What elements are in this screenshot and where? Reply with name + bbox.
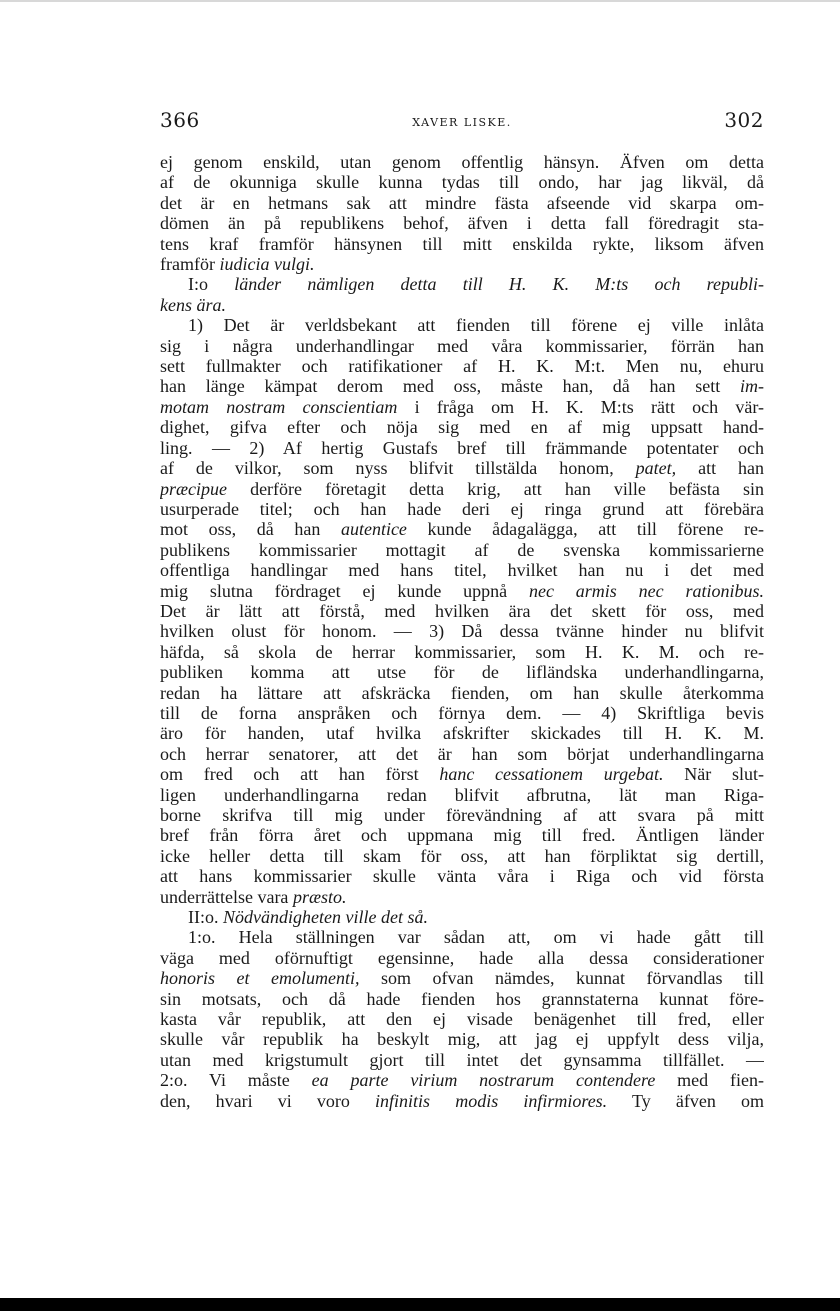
text-segment: redan ha lättare att afskräcka fienden, om han skulle återkomma bbox=[160, 682, 764, 703]
text-line bbox=[160, 948, 764, 968]
scan-bottom-edge bbox=[0, 1298, 840, 1311]
text-line bbox=[160, 213, 764, 233]
text-segment: det är en hetmans sak att mindre fästa afseende vid skarpa om- bbox=[160, 192, 764, 213]
text-line bbox=[160, 601, 764, 621]
text-line bbox=[160, 458, 764, 478]
text-line bbox=[160, 519, 764, 539]
text-line bbox=[160, 846, 764, 866]
text-line bbox=[160, 315, 764, 335]
text-segment: hvilken olust för honom. — 3) Då dessa tvänne hinder nu blifvit bbox=[160, 621, 764, 642]
text-line bbox=[160, 989, 764, 1009]
text-segment: kunde ådagalägga, att till förene re- bbox=[406, 519, 764, 540]
text-segment: utan med krigstumult gjort till intet det gynsamma tillfället. — bbox=[160, 1049, 764, 1070]
text-line bbox=[160, 744, 764, 764]
text-line bbox=[160, 193, 764, 213]
text-line bbox=[160, 274, 764, 294]
text-line bbox=[160, 683, 764, 703]
text-line bbox=[160, 968, 764, 988]
text-segment: derföre företagit detta krig, att han ville befästa sin bbox=[227, 478, 764, 499]
text-segment: bref från förra året och uppmana mig till fred. Äntligen länder bbox=[160, 825, 764, 846]
text-segment: af de okunniga skulle kunna tydas till ondo, har jag likväl, då bbox=[160, 172, 764, 193]
text-line bbox=[160, 1029, 764, 1049]
text-segment: ling. — 2) Af hertig Gustafs bref till främmande potentater och bbox=[160, 437, 764, 458]
italic-text: præsto. bbox=[292, 886, 347, 907]
italic-text: infinitis modis infirmiores. bbox=[375, 1090, 608, 1111]
text-segment: ligen underhandlingarna redan blifvit afbrutna, lät man Riga- bbox=[160, 784, 764, 805]
text-segment: dighet, gifva efter och nöja sig med en af mig uppsatt hand- bbox=[160, 417, 764, 438]
text-segment: som ofvan nämdes, kunnat förvandlas till bbox=[359, 968, 764, 989]
italic-text: motam nostram conscientiam bbox=[160, 396, 398, 417]
text-segment: väga med oförnuftigt egensinne, hade alla dessa considerationer bbox=[160, 947, 764, 968]
text-line bbox=[160, 887, 764, 907]
italic-text: hanc cessationem urgebat. bbox=[439, 764, 664, 785]
text-line bbox=[160, 1050, 764, 1070]
text-line bbox=[160, 825, 764, 845]
text-segment: mot oss, då han bbox=[160, 519, 341, 540]
body-text bbox=[160, 152, 764, 1111]
text-segment: 1) Det är verldsbekant att fienden till förene ej ville inlåta bbox=[188, 315, 764, 336]
text-line bbox=[160, 1091, 764, 1111]
text-segment: 2:o. Vi måste bbox=[160, 1070, 312, 1091]
italic-text: länder nämligen detta till H. K. M:ts och republi- bbox=[234, 274, 764, 295]
italic-text: patet, bbox=[635, 458, 677, 479]
text-segment: i fråga om H. K. M:ts rätt och vär- bbox=[397, 396, 764, 417]
text-line bbox=[160, 785, 764, 805]
running-head: XAVER LISKE. bbox=[412, 116, 512, 129]
text-line bbox=[160, 499, 764, 519]
text-segment: När slut- bbox=[663, 764, 764, 785]
text-segment: I:o bbox=[188, 274, 235, 295]
text-segment: med fien- bbox=[655, 1070, 764, 1091]
text-segment: om fred och att han först bbox=[160, 764, 440, 785]
text-segment: sett fullmakter och ratifikationer af H. K. M:t. Men nu, ehuru bbox=[160, 356, 764, 377]
text-line bbox=[160, 621, 764, 641]
text-line bbox=[160, 254, 764, 274]
page-top-edge bbox=[0, 0, 840, 2]
text-segment: den, hvari vi voro bbox=[160, 1090, 376, 1111]
text-segment: till de forna anspråken och förnya dem. — 4) Skriftliga bevis bbox=[160, 702, 764, 723]
text-line bbox=[160, 642, 764, 662]
text-line bbox=[160, 703, 764, 723]
text-line bbox=[160, 152, 764, 172]
text-line bbox=[160, 172, 764, 192]
text-segment: dömen än på republikens behof, äfven i detta fall föredragit sta- bbox=[160, 213, 764, 234]
text-line bbox=[160, 336, 764, 356]
page-header bbox=[160, 108, 764, 138]
text-segment: häfda, så skola de herrar kommissarier, som H. K. M. och re- bbox=[160, 641, 764, 662]
text-segment: han länge kämpat derom med oss, måste han, då han sett bbox=[160, 376, 740, 397]
italic-text: kens ära. bbox=[160, 294, 226, 315]
text-segment: ej genom enskild, utan genom offentlig hänsyn. Äfven om detta bbox=[160, 152, 764, 172]
page-number-right: 302 bbox=[724, 108, 764, 132]
text-segment: offentliga handlingar med hans titel, hvilket han nu i det med bbox=[160, 560, 764, 581]
italic-text: præcipue bbox=[160, 478, 227, 499]
text-segment: Ty äfven om bbox=[607, 1090, 764, 1111]
text-line bbox=[160, 234, 764, 254]
text-segment: underrättelse vara bbox=[160, 886, 293, 907]
text-line bbox=[160, 907, 764, 927]
text-segment: och herrar senatorer, att det är han som börjat underhandlingarna bbox=[160, 743, 764, 764]
text-segment: publiken komma att utse för de lifländska underhandlingarna, bbox=[160, 662, 764, 683]
text-line bbox=[160, 397, 764, 417]
text-segment: mig slutna fördraget ej kunde uppnå bbox=[160, 580, 529, 601]
italic-text: autentice bbox=[340, 519, 407, 540]
text-line bbox=[160, 540, 764, 560]
text-line bbox=[160, 723, 764, 743]
text-segment: sig i några underhandlingar med våra kommissarier, förrän han bbox=[160, 335, 764, 356]
italic-text: iudicia vulgi. bbox=[219, 254, 315, 275]
italic-text: Nödvändigheten ville det så. bbox=[223, 907, 428, 928]
text-segment: af de vilkor, som nyss blifvit tillstälda honom, bbox=[160, 458, 636, 479]
text-line bbox=[160, 479, 764, 499]
text-segment: borne skrifva till mig under förevändning af att svara på mitt bbox=[160, 805, 764, 825]
text-line bbox=[160, 805, 764, 825]
text-line bbox=[160, 376, 764, 396]
text-line bbox=[160, 560, 764, 580]
text-segment: 1:o. Hela ställningen var sådan att, om vi hade gått till bbox=[188, 927, 764, 948]
text-segment: II:o. bbox=[188, 907, 223, 928]
text-line bbox=[160, 1070, 764, 1090]
text-segment: usurperade titel; och han hade deri ej ringa grund att förebära bbox=[160, 498, 764, 519]
text-segment: framför bbox=[160, 254, 220, 275]
text-segment: kasta vår republik, att den ej visade benägenhet till fred, eller bbox=[160, 1009, 764, 1030]
italic-text: im- bbox=[740, 376, 764, 397]
text-line bbox=[160, 1009, 764, 1029]
italic-text: ea parte virium nostrarum contendere bbox=[311, 1070, 656, 1091]
text-segment: skulle vår republik ha beskylt mig, att jag ej uppfylt dess vilja, bbox=[160, 1029, 764, 1050]
text-line bbox=[160, 764, 764, 784]
text-line bbox=[160, 866, 764, 886]
text-segment: sin motsats, och då hade fienden hos grannstaterna kunnat före- bbox=[160, 988, 764, 1009]
text-segment: Det är lätt att förstå, med hvilken ära det skett för oss, med bbox=[160, 600, 764, 621]
italic-text: nec armis nec rationibus. bbox=[528, 580, 764, 601]
text-segment: tens kraf framför hänsynen till mitt enskilda rykte, liksom äfven bbox=[160, 233, 764, 254]
text-line bbox=[160, 662, 764, 682]
text-segment: äro för handen, utaf hvilka afskrifter skickades till H. K. M. bbox=[160, 723, 764, 744]
text-line bbox=[160, 356, 764, 376]
text-segment: publikens kommissarier mottagit af de svenska kommissarierne bbox=[160, 539, 764, 560]
text-line bbox=[160, 581, 764, 601]
text-segment: att han bbox=[676, 458, 764, 479]
text-segment: icke heller detta till skam för oss, att han förpliktat sig dertill, bbox=[160, 845, 764, 866]
text-line bbox=[160, 417, 764, 437]
italic-text: honoris et emolumenti, bbox=[160, 968, 360, 989]
text-line bbox=[160, 438, 764, 458]
text-segment: att hans kommissarier skulle vänta våra i Riga och vid första bbox=[160, 866, 764, 887]
page-number-left: 366 bbox=[160, 108, 200, 132]
text-line bbox=[160, 927, 764, 947]
text-line bbox=[160, 295, 764, 315]
